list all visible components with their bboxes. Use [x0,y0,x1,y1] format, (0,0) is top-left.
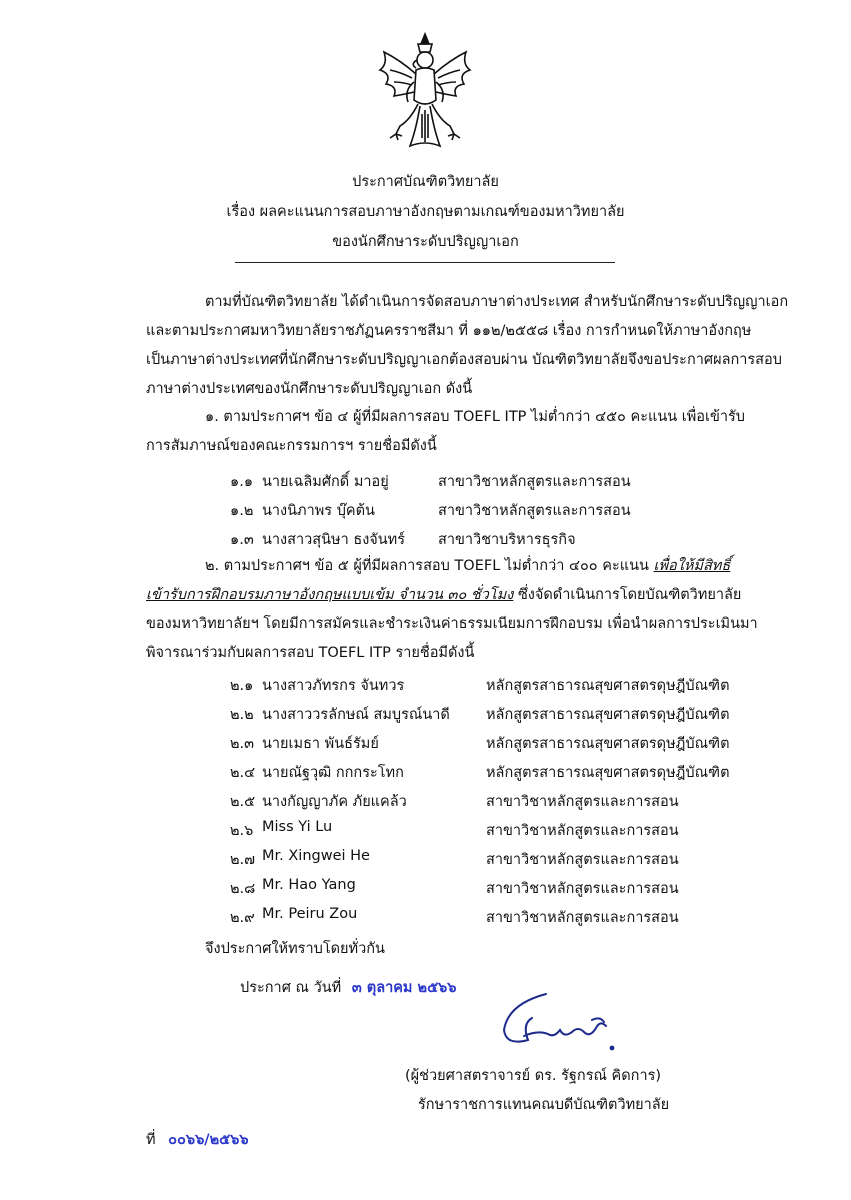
entry-number: ๒.๘ [230,881,256,897]
section1-line-1: ๑. ตามประกาศฯ ข้อ ๔ ผู้ที่มีผลการสอบ TOEFL ITP ไม่ต่ำกว่า ๔๕๐ คะแนน เพื่อเข้ารับ [205,409,746,425]
entry-name: นางนิภาพร บุ๊คต้น [262,503,375,519]
entry-number: ๑.๑ [230,474,254,490]
intro-line-2: และตามประกาศมหาวิทยาลัยราชภัฏนครราชสีมา ที่ ๑๑๒/๒๕๕๘ เรื่อง การกำหนดให้ภาษาอังกฤษ [146,323,752,339]
announced-label: ประกาศ ณ วันที่ [240,980,342,996]
signatory-name: (ผู้ช่วยศาสตราจารย์ ดร. รัฐกรณ์ คิดการ) [405,1068,662,1084]
document-issuer: ประกาศบัณฑิตวิทยาลัย [352,174,499,190]
entry-department: สาขาวิชาหลักสูตรและการสอน [486,852,679,868]
section2-line-1 [205,556,730,576]
entry-number: ๒.๕ [230,794,256,810]
entry-department: สาขาวิชาหลักสูตรและการสอน [438,503,631,519]
entry-number: ๒.๙ [230,910,255,926]
entry-department: สาขาวิชาหลักสูตรและการสอน [438,474,631,490]
document-subject-line-1: เรื่อง ผลคะแนนการสอบภาษาอังกฤษตามเกณฑ์ของมหาวิทยาลัย [226,204,625,220]
entry-department: สาขาวิชาหลักสูตรและการสอน [486,823,679,839]
reference-number: ๐๐๖๖/๒๕๖๖ [168,1132,249,1148]
entry-department: สาขาวิชาบริหารธุรกิจ [438,532,576,548]
entry-name: นางสาววรลักษณ์ สมบูรณ์นาดี [262,707,450,723]
entry-number: ๒.๒ [230,707,254,723]
section2-emphasis-1: เพื่อให้มีสิทธิ์ [653,558,731,574]
entry-name: Miss Yi Lu [262,819,333,835]
entry-number: ๒.๖ [230,823,254,839]
entry-name: นางกัญญาภัค ภัยแคล้ว [262,794,407,810]
section2-line-2-text: ซึ่งจัดดำเนินการโดยบัณฑิตวิทยาลัย [513,587,742,603]
section1-line-2: การสัมภาษณ์ของคณะกรรมการฯ รายชื่อมีดังนี้ [146,438,437,454]
document-subject-line-2: ของนักศึกษาระดับปริญญาเอก [332,234,519,250]
section2-emphasis-2: เข้ารับการฝึกอบรมภาษาอังกฤษแบบเข้ม จำนวน ๓๐ ชั่วโมง [146,587,514,603]
entry-number: ๒.๗ [230,852,256,868]
header-divider [235,262,615,263]
announcement-date-line [240,978,456,998]
entry-name: นายณัฐวุฒิ กกกระโทก [262,765,404,781]
entry-department: หลักสูตรสาธารณสุขศาสตรดุษฎีบัณฑิต [486,736,730,752]
entry-number: ๑.๒ [230,503,254,519]
section2-line-3: ของมหาวิทยาลัยฯ โดยมีการสมัครและชำระเงินค่าธรรมเนียมการฝึกอบรม เพื่อนำผลการประเมินมา [146,616,758,632]
reference-label: ที่ [146,1132,156,1148]
intro-line-3: เป็นภาษาต่างประเทศที่นักศึกษาระดับปริญญาเอกต้องสอบผ่าน บัณฑิตวิทยาลัยจึงขอประกาศผลการสอบ [146,352,782,368]
entry-department: สาขาวิชาหลักสูตรและการสอน [486,794,679,810]
entry-name: Mr. Xingwei He [262,848,370,864]
section2-line-1-text: ๒. ตามประกาศฯ ข้อ ๕ ผู้ที่มีผลการสอบ TOEFL ไม่ต่ำกว่า ๔๐๐ คะแนน [205,558,654,574]
entry-department: สาขาวิชาหลักสูตรและการสอน [486,881,679,897]
entry-number: ๒.๔ [230,765,256,781]
section2-line-2 [146,585,741,605]
entry-number: ๑.๓ [230,532,254,548]
entry-name: Mr. Hao Yang [262,877,356,893]
entry-number: ๒.๓ [230,736,255,752]
entry-number: ๒.๑ [230,678,254,694]
reference-number-line [146,1130,249,1150]
intro-line-1: ตามที่บัณฑิตวิทยาลัย ได้ดำเนินการจัดสอบภาษาต่างประเทศ สำหรับนักศึกษาระดับปริญญาเอก [205,294,789,310]
entry-department: หลักสูตรสาธารณสุขศาสตรดุษฎีบัณฑิต [486,765,730,781]
entry-department: สาขาวิชาหลักสูตรและการสอน [486,910,679,926]
section2-line-4: พิจารณาร่วมกับผลการสอบ TOEFL ITP รายชื่อมีดังนี้ [146,645,475,661]
signatory-position: รักษาราชการแทนคณบดีบัณฑิตวิทยาลัย [418,1097,670,1113]
entry-name: นายเฉลิมศักดิ์ มาอยู่ [262,474,389,490]
entry-department: หลักสูตรสาธารณสุขศาสตรดุษฎีบัณฑิต [486,678,730,694]
garuda-emblem-icon [370,30,480,158]
entry-department: หลักสูตรสาธารณสุขศาสตรดุษฎีบัณฑิต [486,707,730,723]
signature-icon [488,990,638,1060]
announced-date: ๓ ตุลาคม ๒๕๖๖ [351,980,457,996]
entry-name: นางสาวภัทรกร จันทวร [262,678,405,694]
closing-notice: จึงประกาศให้ทราบโดยทั่วกัน [205,941,385,957]
entry-name: นายเมธา พันธ์รัมย์ [262,736,379,752]
intro-line-4: ภาษาต่างประเทศของนักศึกษาระดับปริญญาเอก ดังนี้ [146,381,473,397]
entry-name: นางสาวสุนิษา ธงจันทร์ [262,532,406,548]
entry-name: Mr. Peiru Zou [262,906,358,922]
